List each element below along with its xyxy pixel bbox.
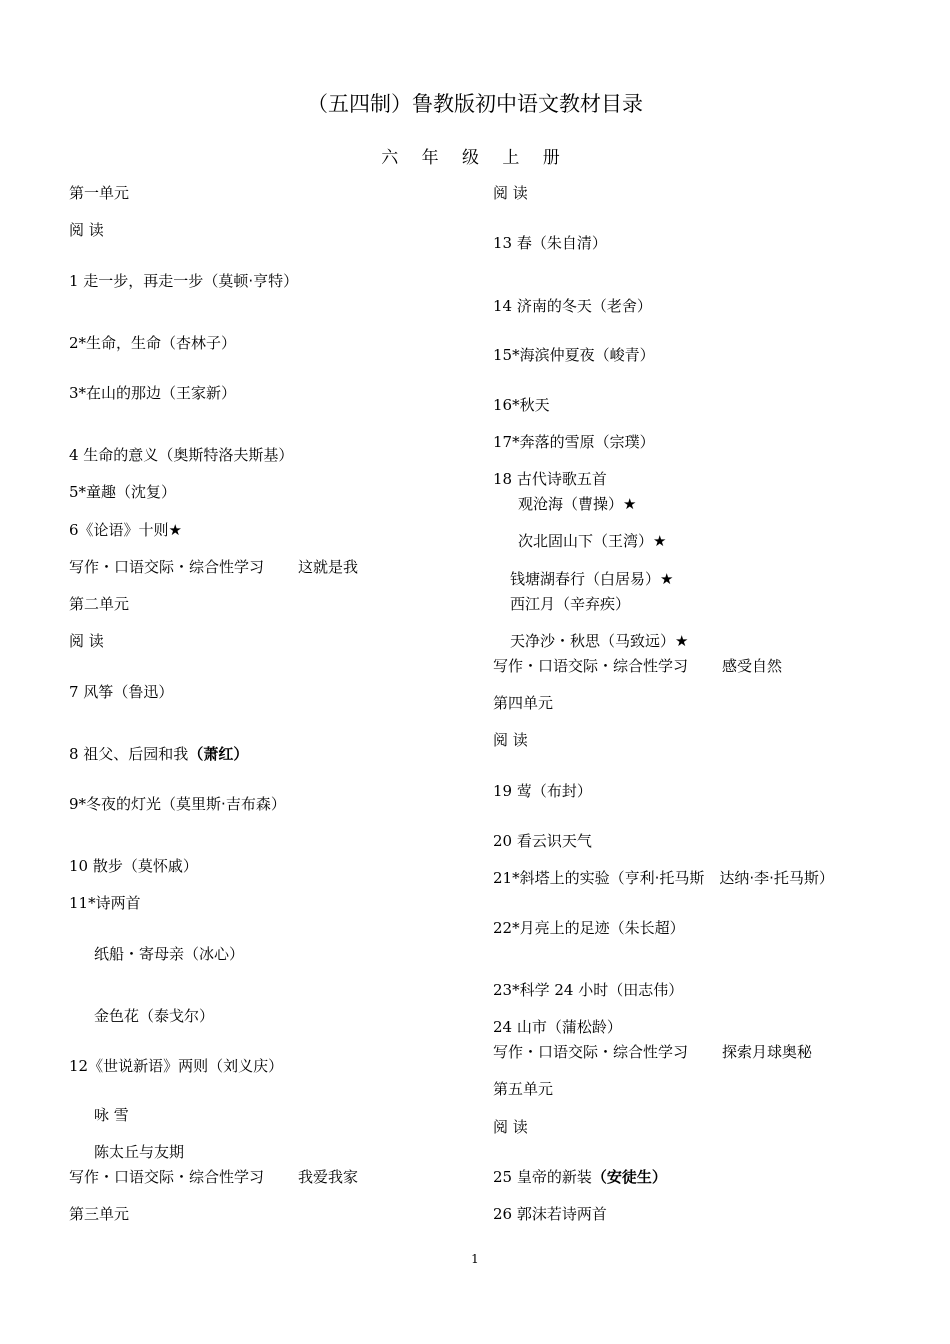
- reading-heading: 阅 读: [493, 731, 528, 749]
- writing-section: 写作・口语交际・综合性学习 这就是我: [69, 558, 359, 576]
- toc-entry: 1 走一步，再走一步（莫顿·亨特）: [69, 272, 299, 290]
- toc-entry: 26 郭沫若诗两首: [493, 1205, 607, 1223]
- writing-section: 写作・口语交际・综合性学习 探索月球奥秘: [493, 1043, 813, 1061]
- toc-subentry: 钱塘湖春行（白居易）★: [510, 570, 674, 588]
- toc-entry: 11*诗两首: [69, 894, 141, 912]
- toc-entry: 10 散步（莫怀戚）: [69, 857, 198, 875]
- toc-entry: 6《论语》十则★: [69, 521, 182, 539]
- toc-entry: 25 皇帝的新装（安徒生）: [493, 1168, 667, 1186]
- unit-heading: 第三单元: [69, 1205, 130, 1223]
- toc-subentry: 陈太丘与友期: [94, 1143, 185, 1161]
- toc-subentry: 观沧海（曹操）★: [518, 495, 637, 513]
- toc-entry: 18 古代诗歌五首: [493, 470, 607, 488]
- toc-entry: 5*童趣（沈复）: [69, 483, 177, 501]
- toc-entry: 22*月亮上的足迹（朱长超）: [493, 919, 685, 937]
- toc-entry: 8 祖父、后园和我（萧红）: [69, 745, 249, 763]
- unit-heading: 第五单元: [493, 1080, 554, 1098]
- toc-entry: 3*在山的那边（王家新）: [69, 384, 237, 402]
- writing-section: 写作・口语交际・综合性学习 我爱我家: [69, 1168, 359, 1186]
- writing-section: 写作・口语交际・综合性学习 感受自然: [493, 657, 783, 675]
- toc-entry: 2*生命，生命（杏林子）: [69, 334, 237, 352]
- toc-entry: 16*秋天: [493, 396, 550, 414]
- toc-entry: 24 山市（蒲松龄）: [493, 1018, 622, 1036]
- toc-entry: 21*斜塔上的实验（亨利·托马斯 达纳·李·托马斯）: [493, 869, 834, 887]
- toc-entry: 4 生命的意义（奥斯特洛夫斯基）: [69, 446, 294, 464]
- toc-entry: 19 莺（布封）: [493, 782, 592, 800]
- reading-heading: 阅 读: [493, 184, 528, 202]
- toc-entry: 17*奔落的雪原（宗璞）: [493, 433, 655, 451]
- toc-entry: 7 风筝（鲁迅）: [69, 683, 174, 701]
- page-number: 1: [471, 1252, 479, 1266]
- reading-heading: 阅 读: [69, 632, 104, 650]
- toc-subentry: 次北固山下（王湾）★: [518, 532, 667, 550]
- toc-entry: 9*冬夜的灯光（莫里斯·吉布森）: [69, 795, 286, 813]
- document-title: （五四制）鲁教版初中语文教材目录: [307, 92, 643, 116]
- toc-entry: 20 看云识天气: [493, 832, 592, 850]
- toc-entry: 23*科学 24 小时（田志伟）: [493, 981, 684, 999]
- toc-entry: 12《世说新语》两则（刘义庆）: [69, 1057, 284, 1075]
- toc-subentry: 金色花（泰戈尔）: [94, 1007, 215, 1025]
- unit-heading: 第一单元: [69, 184, 130, 202]
- reading-heading: 阅 读: [69, 221, 104, 239]
- reading-heading: 阅 读: [493, 1118, 528, 1136]
- toc-entry: 13 春（朱自清）: [493, 234, 607, 252]
- toc-subentry: 天净沙・秋思（马致远）★: [510, 632, 689, 650]
- toc-entry: 15*海滨仲夏夜（峻青）: [493, 346, 655, 364]
- unit-heading: 第四单元: [493, 694, 554, 712]
- toc-subentry: 咏 雪: [94, 1106, 129, 1124]
- unit-heading: 第二单元: [69, 595, 130, 613]
- grade-heading: 六 年 级 上 册: [381, 148, 569, 168]
- toc-subentry: 西江月（辛弃疾）: [510, 595, 631, 613]
- toc-subentry: 纸船・寄母亲（冰心）: [94, 945, 245, 963]
- toc-entry: 14 济南的冬天（老舍）: [493, 297, 652, 315]
